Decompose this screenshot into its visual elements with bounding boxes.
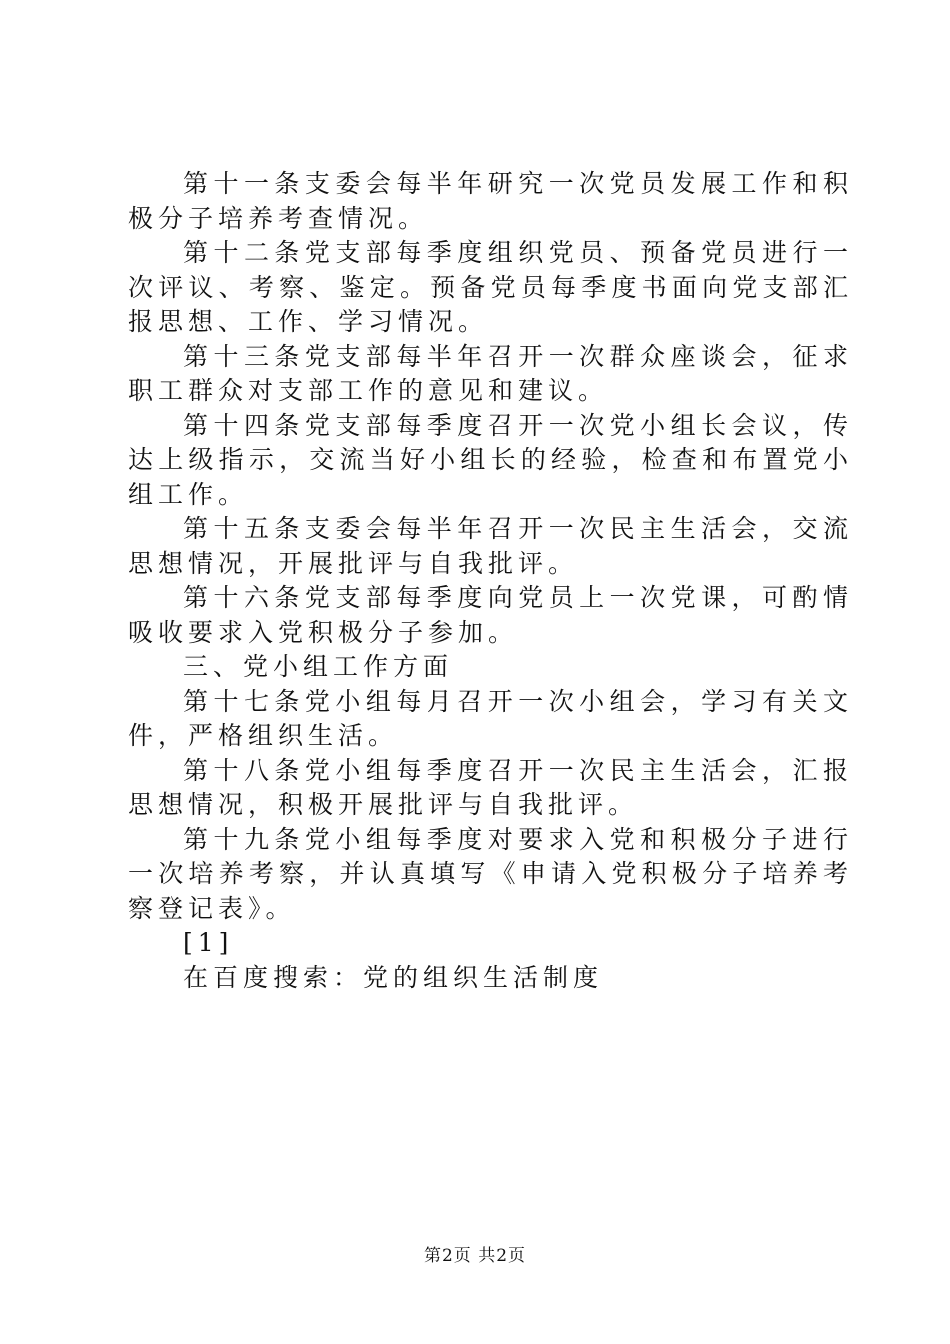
article-11: 第十一条支委会每半年研究一次党员发展工作和积极分子培养考查情况。	[128, 169, 853, 233]
article-19: 第十九条党小组每季度对要求入党和积极分子进行一次培养考察，并认真填写《申请入党积极分子培养考察登记表》。	[128, 824, 853, 923]
search-hint: 在百度搜索：党的组织生活制度	[183, 962, 604, 992]
section-heading: 三、党小组工作方面	[183, 652, 454, 681]
article-15: 第十五条支委会每半年召开一次民主生活会，交流思想情况，开展批评与自我批评。	[128, 514, 853, 578]
document-body	[128, 167, 853, 995]
page-number: 第2页 共2页	[423, 1246, 527, 1266]
article-13: 第十三条党支部每半年召开一次群众座谈会，征求职工群众对支部工作的意见和建议。	[128, 341, 853, 405]
article-16: 第十六条党支部每季度向党员上一次党课，可酌情吸收要求入党积极分子参加。	[128, 583, 853, 647]
reference-marker: [1]	[183, 928, 234, 957]
article-18: 第十八条党小组每季度召开一次民主生活会，汇报思想情况，积极开展批评与自我批评。	[128, 755, 853, 819]
article-17: 第十七条党小组每月召开一次小组会，学习有关文件，严格组织生活。	[128, 686, 853, 750]
article-14: 第十四条党支部每季度召开一次党小组长会议，传达上级指示，交流当好小组长的经验，检查和布置党小组工作。	[128, 410, 853, 509]
article-12: 第十二条党支部每季度组织党员、预备党员进行一次评议、考察、鉴定。预备党员每季度书面向党支部汇报思想、工作、学习情况。	[128, 238, 853, 336]
